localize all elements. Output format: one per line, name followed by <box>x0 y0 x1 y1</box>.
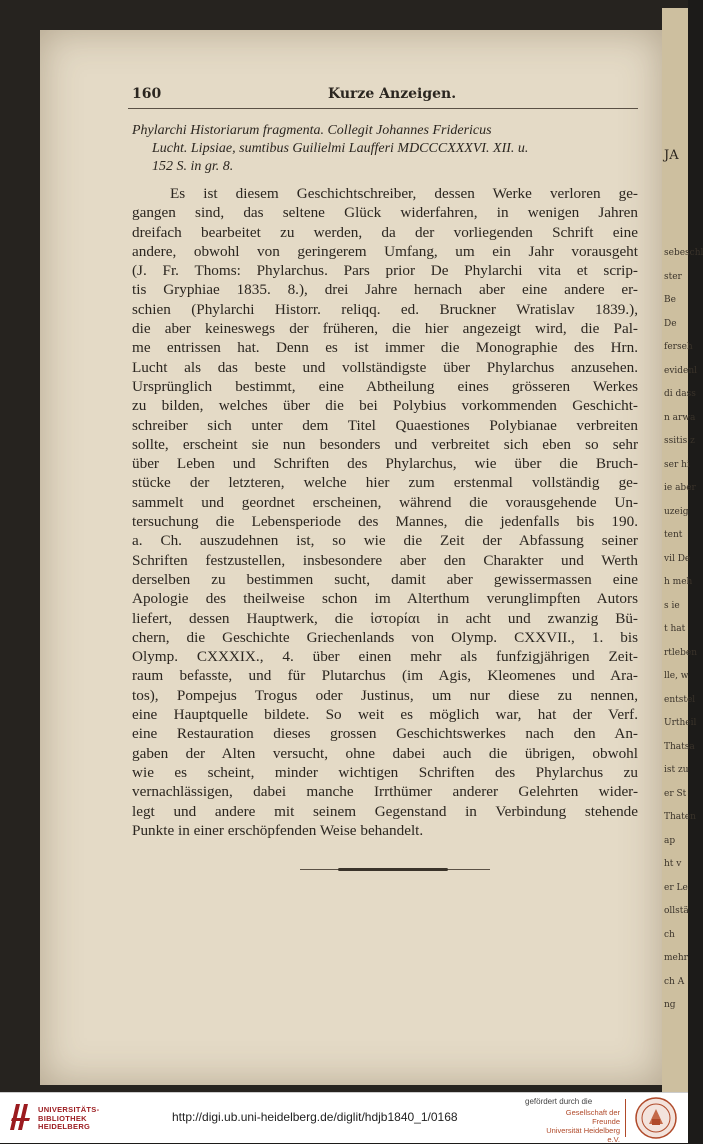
text-line: zu bilden, welches über die bei Polybius vorkommenden Geschicht- <box>132 397 638 415</box>
adjacent-page-edge <box>662 8 703 1092</box>
margin-fragment: rtleben <box>664 647 698 658</box>
margin-fragment: t hat <box>664 624 686 634</box>
text-line: liefert, dessen Hauptwerk, die ἱστορίαι in acht und zwanzig Bü- <box>132 609 638 627</box>
text-line: raum befasste, und für Plutarchus (im Agis, Kleomenes und Ara- <box>132 667 638 685</box>
margin-fragment: De <box>664 318 677 329</box>
text-line: sollte, erscheint sie nun besonders und verbreitet sich eben so sehr <box>132 435 638 453</box>
text-line: eine Restauration dieses grossen Geschichtswerkes nach den An- <box>132 725 638 743</box>
text-line: schien (Phylarchi Historr. reliqq. ed. Bruckner Wratislav 1839.), <box>132 300 638 318</box>
heading-line: Phylarchi Historiarum fragmenta. Collegit Johannes Fridericus <box>132 123 492 138</box>
library-name-line: HEIDELBERG <box>38 1122 91 1131</box>
margin-fragment: lle, w <box>664 671 689 681</box>
margin-fragment: Be <box>664 295 676 305</box>
text-line: gangen sind, das seltene Glück widerfahren, in wenigen Jahren <box>132 204 638 222</box>
library-logo-icon <box>8 1102 32 1132</box>
margin-fragment: di dass <box>664 389 696 399</box>
margin-fragment: ht v <box>664 859 682 869</box>
margin-fragment: er St <box>664 788 687 799</box>
margin-fragment: ch A <box>664 976 685 987</box>
margin-fragment: tent <box>664 530 683 540</box>
text-line: chern, die Geschichte Griechenlands von Olymp. CXXVII., 1. bis <box>132 628 638 646</box>
footer-bar <box>0 1092 688 1143</box>
text-line: Olymp. CXXXIX., 4. über einen mehr als funfzigjährigen Zeit- <box>132 648 638 666</box>
library-name <box>38 1106 99 1132</box>
header-rule <box>128 108 638 109</box>
text-line: legt und andere mit seinem Gegenstand in Verbindung stehende <box>132 802 638 820</box>
margin-fragment: ist zu <box>664 765 689 775</box>
text-line: Lucht als das beste und vollständigste über Phylarchus anzusehen. <box>132 358 638 376</box>
running-title: Kurze Anzeigen. <box>328 86 457 102</box>
text-line: tis Gryphiae 1835. 8.), drei Jahre hernach aber eine andere er- <box>132 281 638 299</box>
margin-fragment: evidenl <box>664 365 698 376</box>
library-name-line: UNIVERSITÄTS- <box>38 1105 100 1114</box>
text-line: Schriften festzustellen, insbesondere aber den Charakter und Werth <box>132 551 638 569</box>
text-line: tos), Pompejus Trogus oder Justinus, um nur diese zu nennen, <box>132 686 638 704</box>
margin-fragment: n arwa <box>664 412 696 423</box>
margin-fragment: ie aber <box>664 483 696 493</box>
library-name-line: BIBLIOTHEK <box>38 1113 87 1123</box>
margin-fragment: sebeschl <box>664 248 703 258</box>
margin-fragment: Thaten <box>664 812 696 822</box>
margin-fragment: vil De <box>664 553 691 564</box>
text-line: Apologie des theilweise schon im Alterthum verunglimpften Autors <box>132 590 638 608</box>
university-seal-icon <box>635 1097 677 1139</box>
text-line: andere, obwohl von geringerem Umfang, um ein Jahr vorausgeht <box>132 242 638 260</box>
permalink-url[interactable]: http://digi.ub.uni-heidelberg.de/diglit/hdjb1840_1/0168 <box>172 1110 458 1124</box>
margin-fragment: ch <box>664 929 675 940</box>
review-body <box>132 184 638 840</box>
end-rule <box>338 868 448 871</box>
text-line: derselben zu bestimmen sucht, damit aber gewissermassen eine <box>132 570 638 588</box>
text-line: gaben der Alten versucht, ohne dabei auch die übrigen, obwohl <box>132 744 638 762</box>
text-line: stücke der letzteren, welche hier zum erstenmal vollständig ge- <box>132 474 638 492</box>
text-line: wie es scheint, minder wichtigen Schriften des Phylarchus zu <box>132 763 638 781</box>
margin-fragment: h meh <box>664 577 693 587</box>
margin-fragment: ssitis z <box>664 436 695 446</box>
text-line: vernachlässigen, dabei manche Irrthümer anderer Gelehrten wider- <box>132 783 638 801</box>
margin-fragment: ser hi <box>664 459 690 470</box>
margin-fragment: ollstä <box>664 906 689 916</box>
margin-fragment: ng <box>664 1000 676 1010</box>
margin-fragment: entstel <box>664 694 696 705</box>
margin-fragment: JA <box>664 148 679 163</box>
text-line: sammelt und geordnet erscheinen, während die vorausgehende Un- <box>132 493 638 511</box>
text-line: schreiber sich unter dem Titel Quaestiones Polybianae verbreiten <box>132 416 638 434</box>
margin-fragment: mehr <box>664 953 688 963</box>
funder-divider <box>625 1099 626 1137</box>
text-line: die aber keineswegs der früheren, die hier angezeigt wird, die Pal- <box>132 320 638 338</box>
funded-by-label: gefördert durch die <box>525 1097 593 1106</box>
text-line: tersuchung die Lebensperiode des Mannes, die jedenfalls bis 190. <box>132 513 638 531</box>
review-heading <box>132 122 642 176</box>
funder-name-line: Universität Heidelberg e.V. <box>546 1126 620 1144</box>
funder-name-line: Gesellschaft der Freunde <box>565 1108 620 1126</box>
margin-fragment: s ie <box>664 600 680 611</box>
margin-fragment: ap <box>664 835 676 846</box>
text-line: Es ist diesem Geschichtschreiber, dessen Werke verloren ge- <box>170 185 638 202</box>
text-line: über Leben und Schriften des Phylarchus, wie über die Bruch- <box>132 455 638 473</box>
text-line: (J. Fr. Thoms: Phylarchus. Pars prior De Phylarchi vita et scrip- <box>132 262 638 280</box>
margin-fragment: Thatsa <box>664 741 695 752</box>
page-number: 160 <box>132 86 162 102</box>
text-line: Ursprünglich bestimmt, eine Abtheilung eines grösseren Werkes <box>132 377 638 395</box>
margin-fragment: Urtheil <box>664 718 697 728</box>
text-line: Punkte in einer erschöpfenden Weise behandelt. <box>132 821 424 839</box>
heading-line: 152 S. in gr. 8. <box>152 159 234 174</box>
funder-name <box>536 1108 620 1144</box>
text-line: eine Hauptquelle bildete. So weit es möglich war, hat der Verf. <box>132 706 638 724</box>
margin-fragment: er Le <box>664 882 688 893</box>
text-line: dreifach bearbeitet zu werden, da der vorliegenden Schrift eine <box>132 223 638 241</box>
margin-fragment: ferseh <box>664 342 693 352</box>
heading-line: Lucht. Lipsiae, sumtibus Guilielmi Laufferi MDCCCXXXVI. XII. u. <box>152 141 529 156</box>
text-line: me entrissen hat. Denn es ist immer die Monographie des Hrn. <box>132 339 638 357</box>
margin-fragment: ster <box>664 271 682 282</box>
margin-fragment: uzeig <box>664 506 689 517</box>
text-line: a. Ch. auszudehnen ist, so wie die Zeit der Abfassung seiner <box>132 532 638 550</box>
